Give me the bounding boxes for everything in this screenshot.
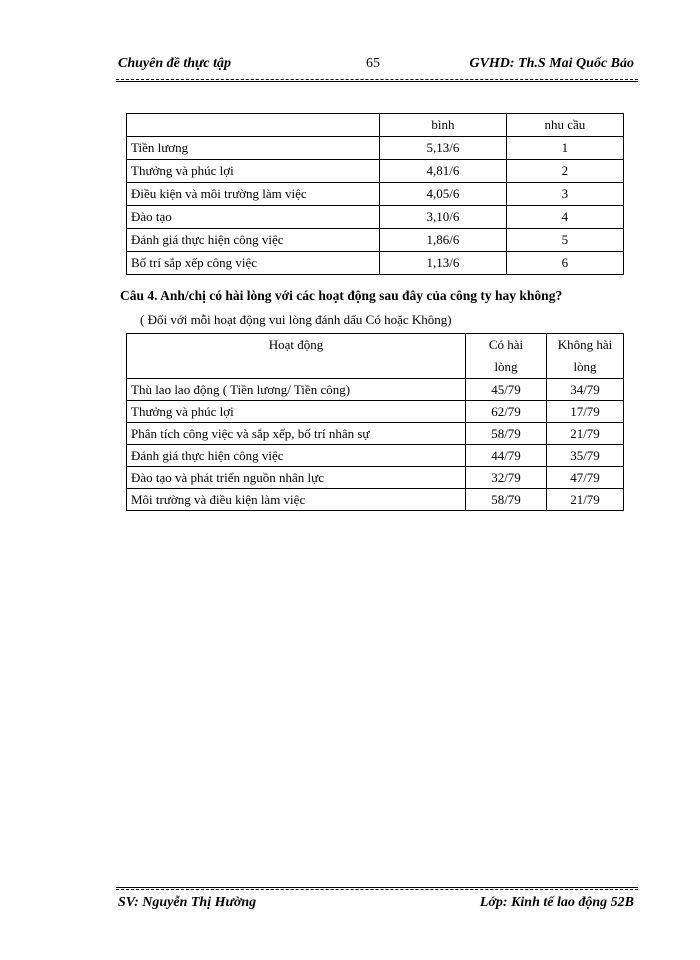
table-cell: Thù lao lao động ( Tiền lương/ Tiền công): [127, 379, 466, 401]
table-row: [127, 137, 624, 160]
table-row: [127, 229, 624, 252]
table-cell: Phân tích công việc và sắp xếp, bố trí nhân sự: [127, 423, 466, 445]
table-header-cell: [547, 334, 624, 379]
table-cell: Bố trí sắp xếp công việc: [127, 252, 380, 275]
page-footer: [118, 895, 638, 917]
table-cell: 62/79: [466, 401, 547, 423]
question-4-title: Câu 4. Anh/chị có hài lòng với các hoạt động sau đây của công ty hay không?: [120, 288, 563, 303]
table-header-cell: Hoạt động: [127, 334, 466, 379]
table-cell: 6: [506, 252, 623, 275]
table-cell: 4: [506, 206, 623, 229]
table-row: [127, 379, 624, 401]
table-row: [127, 183, 624, 206]
table-cell: 17/79: [547, 401, 624, 423]
table-cell: 5: [506, 229, 623, 252]
table-cell: 32/79: [466, 467, 547, 489]
table-row: [127, 206, 624, 229]
table-header-cell: nhu cầu: [506, 114, 623, 137]
table-cell: 3: [506, 183, 623, 206]
table-cell: Điều kiện và môi trường làm việc: [127, 183, 380, 206]
footer-rule-solid: [116, 887, 638, 888]
table-cell: 58/79: [466, 489, 547, 511]
page-header: [118, 56, 638, 78]
page-number: 65: [366, 56, 380, 71]
table-row: [127, 401, 624, 423]
table-cell: Đánh giá thực hiện công việc: [127, 229, 380, 252]
table-row: [127, 252, 624, 275]
header-line: Có hài: [488, 337, 524, 352]
table-cell: Môi trường và điều kiện làm việc: [127, 489, 466, 511]
table-row: [127, 423, 624, 445]
table-header-cell: [127, 114, 380, 137]
table-header-row: [127, 114, 624, 137]
header-line: lòng: [494, 359, 518, 374]
table-header-row: [127, 334, 624, 379]
table-cell: 3,10/6: [380, 206, 507, 229]
header-title: Chuyên đề thực tập: [118, 56, 232, 71]
table-cell: 1: [506, 137, 623, 160]
table-cell: Đánh giá thực hiện công việc: [127, 445, 466, 467]
footer-student: SV: Nguyễn Thị Hường: [118, 895, 257, 910]
table-cell: Đào tạo và phát triển nguồn nhân lực: [127, 467, 466, 489]
table-header-cell: bình: [380, 114, 507, 137]
table-cell: Thưởng và phúc lợi: [127, 401, 466, 423]
table-header-cell: [466, 334, 547, 379]
table-cell: 21/79: [547, 423, 624, 445]
header-rule-solid: [116, 81, 638, 82]
footer-class: Lớp: Kinh tế lao động 52B: [479, 895, 634, 910]
header-rule-dashed: [116, 79, 638, 80]
table-row: [127, 489, 624, 511]
table-cell: 5,13/6: [380, 137, 507, 160]
satisfaction-table: [126, 333, 624, 511]
table-cell: 35/79: [547, 445, 624, 467]
header-advisor: GVHD: Th.S Mai Quốc Bảo: [469, 56, 634, 71]
footer-rule-dashed: [116, 889, 638, 890]
table-cell: 4,05/6: [380, 183, 507, 206]
table-cell: 21/79: [547, 489, 624, 511]
table-row: [127, 160, 624, 183]
header-line: Không hài: [557, 337, 613, 352]
table-cell: 58/79: [466, 423, 547, 445]
table-cell: 34/79: [547, 379, 624, 401]
ranking-table: [126, 113, 624, 275]
table-cell: Tiền lương: [127, 137, 380, 160]
table-cell: 44/79: [466, 445, 547, 467]
table-cell: 2: [506, 160, 623, 183]
table-cell: Đào tạo: [127, 206, 380, 229]
table-cell: 4,81/6: [380, 160, 507, 183]
table-cell: 45/79: [466, 379, 547, 401]
table-row: [127, 467, 624, 489]
table-row: [127, 445, 624, 467]
table-cell: Thưởng và phúc lợi: [127, 160, 380, 183]
table-cell: 1,86/6: [380, 229, 507, 252]
question-4-note: ( Đối với mỗi hoạt động vui lòng đánh dấu Có hoặc Không): [140, 312, 452, 327]
table-cell: 1,13/6: [380, 252, 507, 275]
table-cell: 47/79: [547, 467, 624, 489]
header-line: lòng: [573, 359, 597, 374]
